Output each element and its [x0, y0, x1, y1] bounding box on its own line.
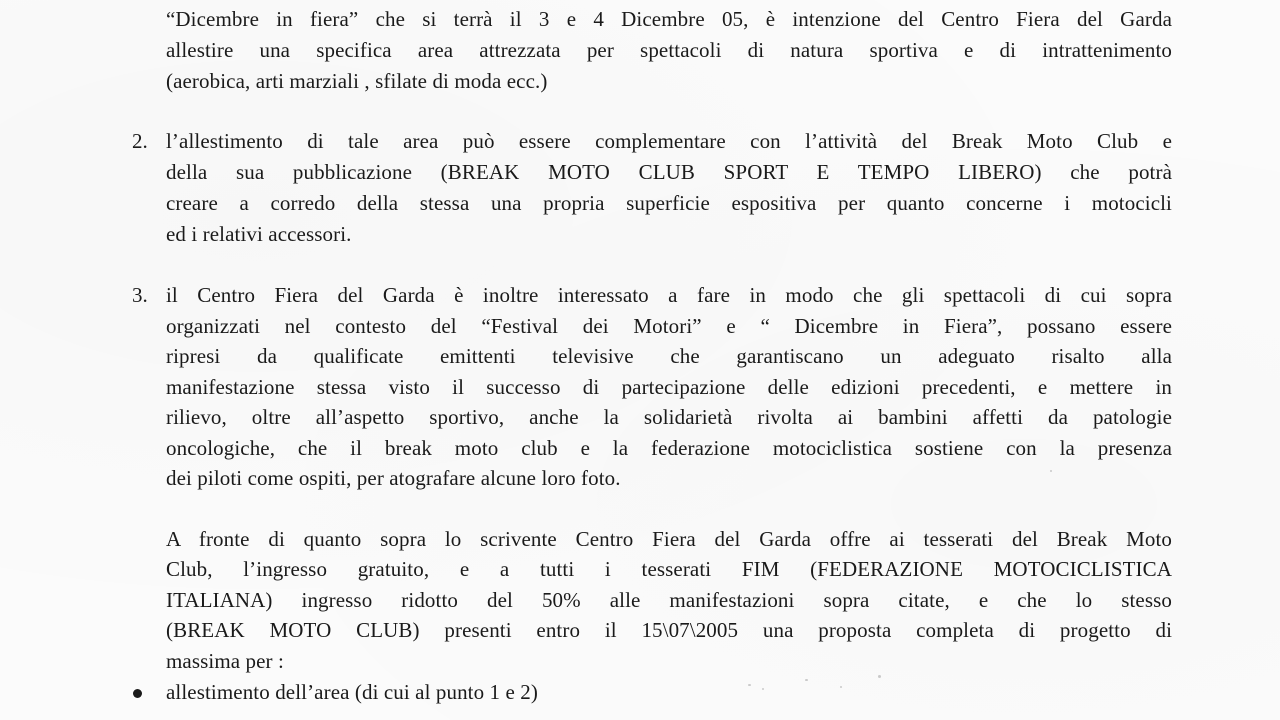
- item2-line: ed i relativi accessori.: [166, 222, 352, 246]
- list-number: 3.: [132, 283, 148, 307]
- list-number: 2.: [132, 129, 148, 153]
- scan-speck: [748, 684, 751, 686]
- item2-line: l’allestimento di tale area può essere complementare con l’attività del Break Moto Club e: [166, 129, 1172, 153]
- item3-line: il Centro Fiera del Garda è inoltre interessato a fare in modo che gli spettacoli di cui sopra: [166, 283, 1172, 307]
- scan-speck: [1050, 470, 1052, 472]
- bullet-icon: [133, 689, 142, 698]
- item3-line: ripresi da qualificate emittenti televisive che garantiscano un adeguato risalto alla: [166, 344, 1172, 368]
- intro-line: “Dicembre in fiera” che si terrà il 3 e 4 Dicembre 05, è intenzione del Centro Fiera del Garda: [166, 7, 1172, 31]
- item2-line: della sua pubblicazione (BREAK MOTO CLUB SPORT E TEMPO LIBERO) che potrà: [166, 160, 1172, 184]
- item3-line: rilievo, oltre all’aspetto sportivo, anche la solidarietà rivolta ai bambini affetti da patologie: [166, 405, 1172, 429]
- scan-speck: [762, 688, 764, 690]
- closing-line: massima per :: [166, 649, 284, 673]
- intro-line: allestire una specifica area attrezzata per spettacoli di natura sportiva e di intrattenimento: [166, 38, 1172, 62]
- closing-line: (BREAK MOTO CLUB) presenti entro il 15\07\2005 una proposta completa di progetto di: [166, 618, 1172, 642]
- item3-line: oncologiche, che il break moto club e la federazione motociclistica sostiene con la presenza: [166, 436, 1172, 460]
- closing-line: ITALIANA) ingresso ridotto del 50% alle manifestazioni sopra citate, e che lo stesso: [166, 588, 1172, 612]
- closing-line: A fronte di quanto sopra lo scrivente Centro Fiera del Garda offre ai tesserati del Break Moto: [166, 527, 1172, 551]
- item2-line: creare a corredo della stessa una propria superficie espositiva per quanto concerne i motocicli: [166, 191, 1172, 215]
- scan-speck: [840, 686, 842, 688]
- intro-line: (aerobica, arti marziali , sfilate di moda ecc.): [166, 69, 548, 93]
- scan-speck: [805, 679, 808, 681]
- item3-line: organizzati nel contesto del “Festival dei Motori” e “ Dicembre in Fiera”, possano essere: [166, 314, 1172, 338]
- item3-line: dei piloti come ospiti, per atografare alcune loro foto.: [166, 466, 621, 490]
- item3-line: manifestazione stessa visto il successo di partecipazione delle edizioni precedenti, e mettere in: [166, 375, 1172, 399]
- closing-line: Club, l’ingresso gratuito, e a tutti i tesserati FIM (FEDERAZIONE MOTOCICLISTICA: [166, 557, 1172, 581]
- scan-speck: [878, 675, 881, 678]
- bullet-item: allestimento dell’area (di cui al punto 1 e 2): [166, 680, 538, 704]
